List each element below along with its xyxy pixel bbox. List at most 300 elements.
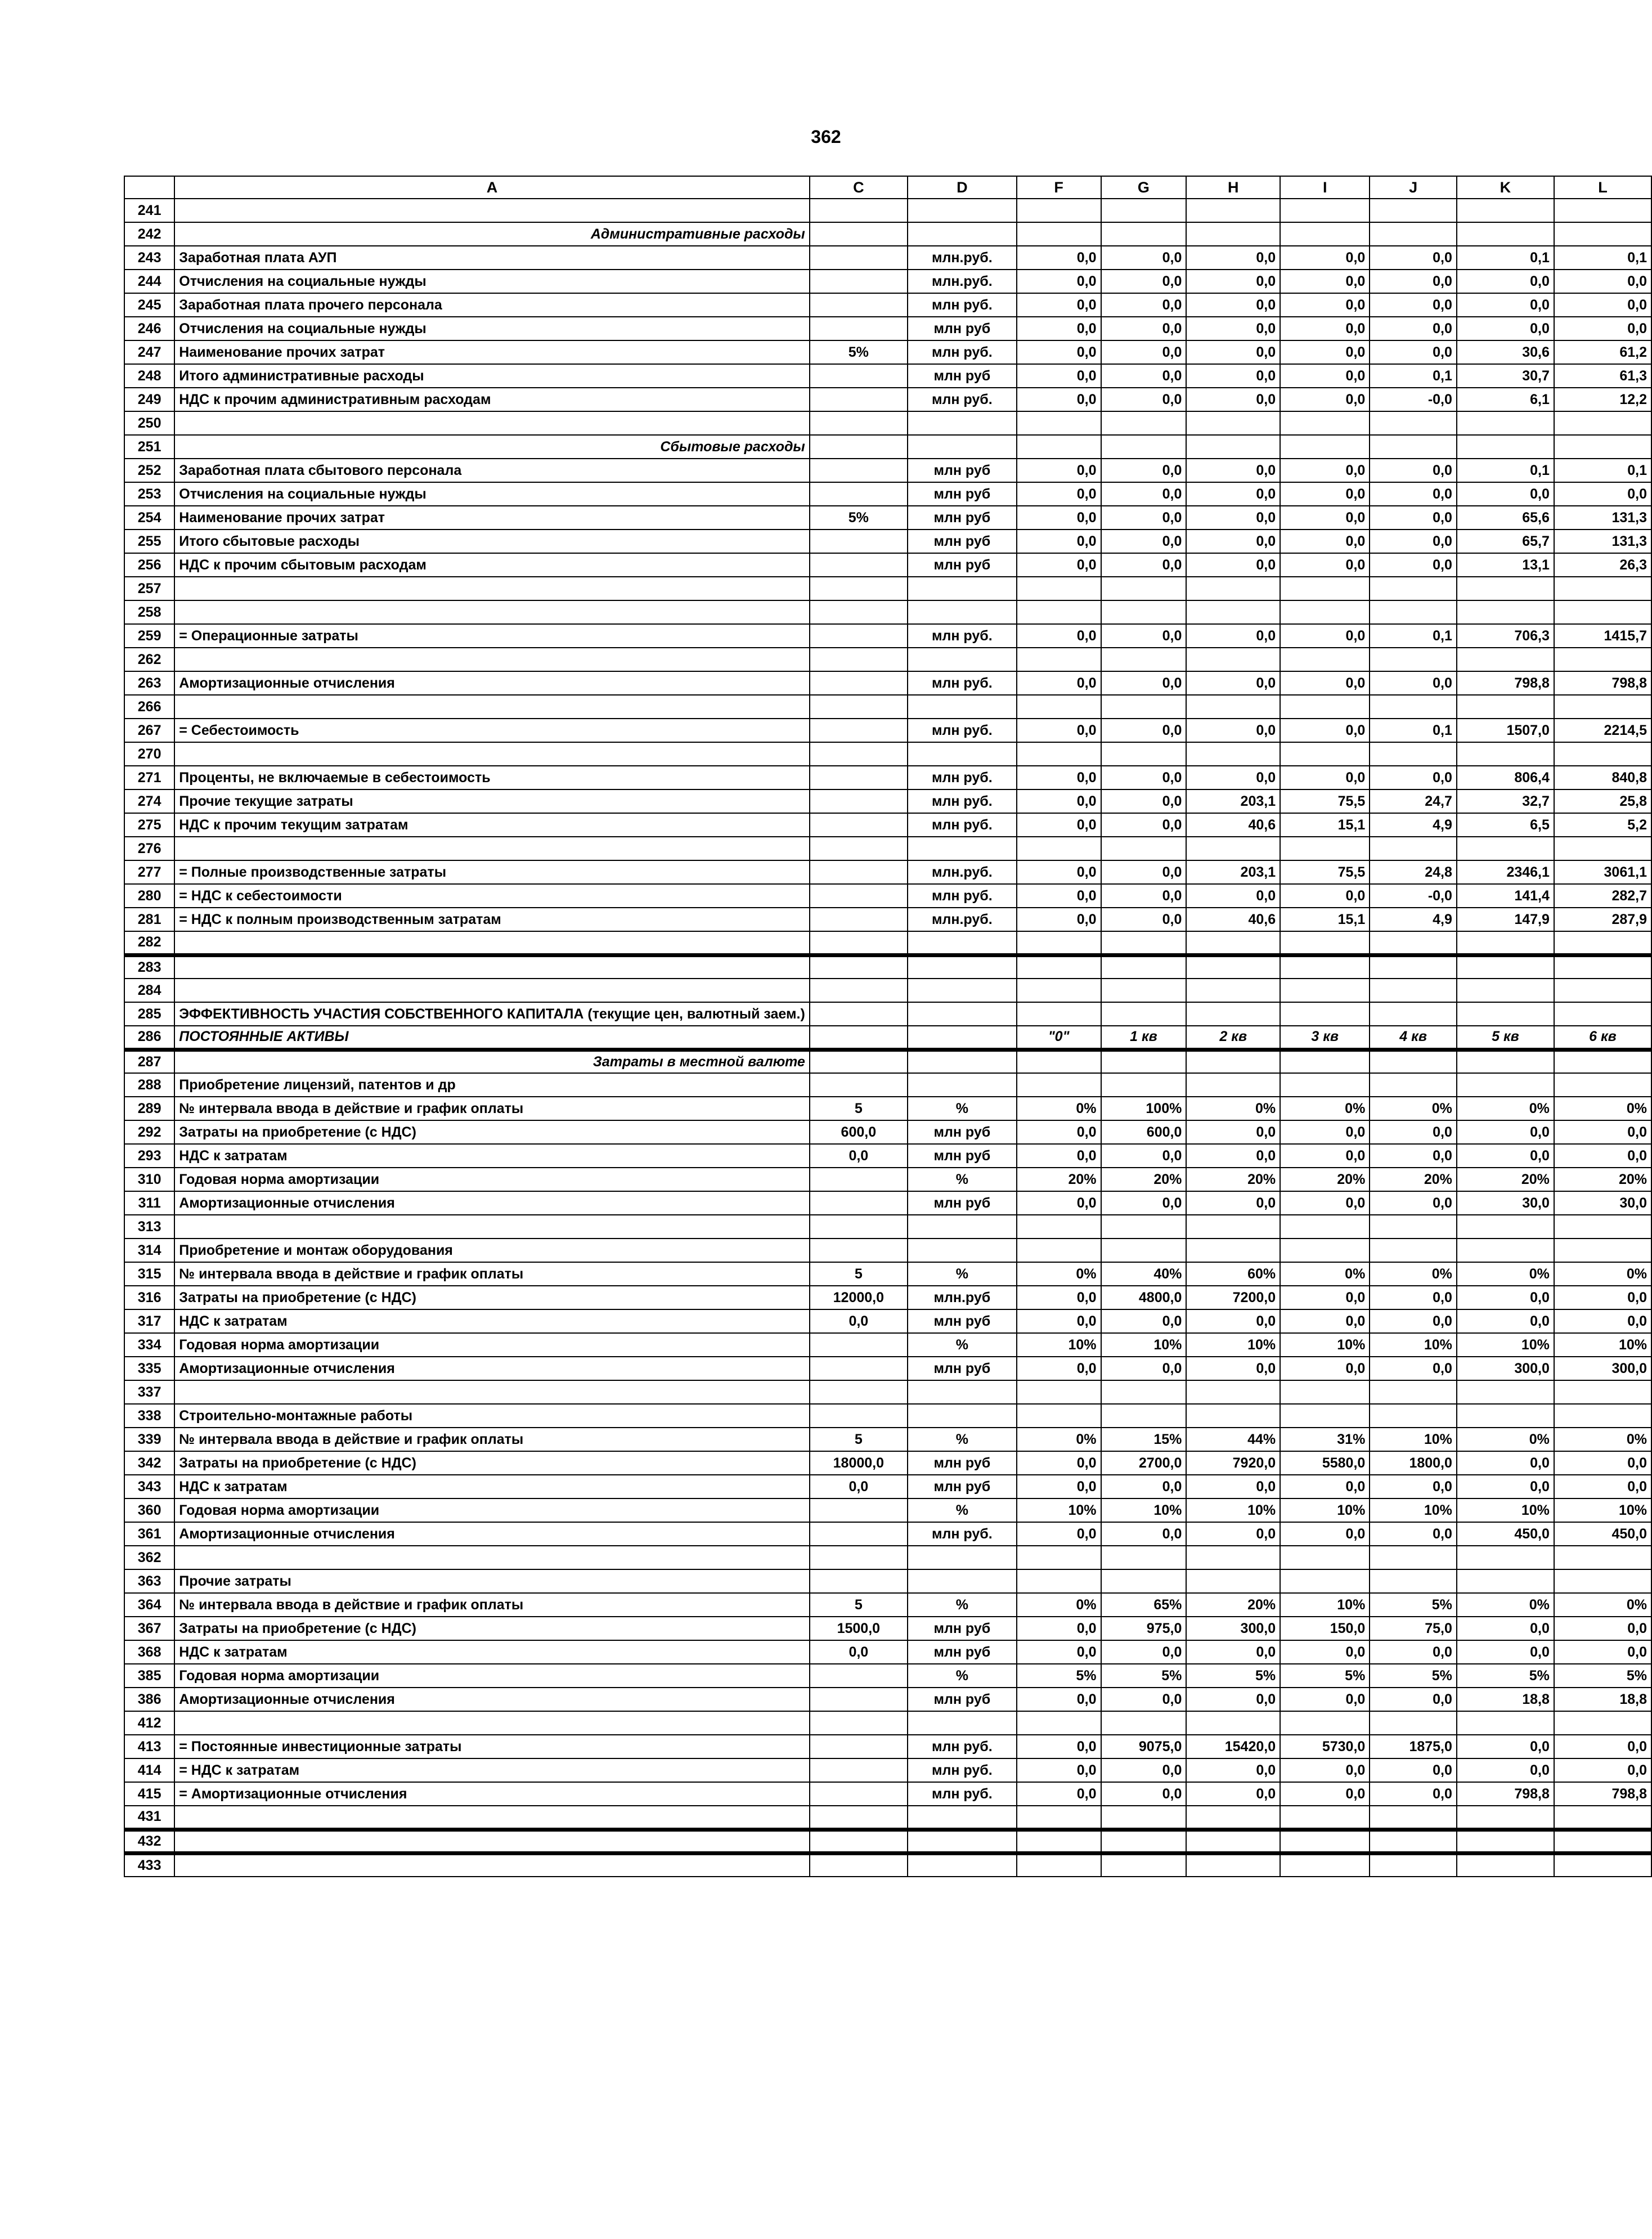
cell-value (1101, 1380, 1187, 1404)
row-label: Проценты, не включаемые в себестоимость (174, 766, 810, 789)
cell-value: 0,0 (1101, 340, 1187, 364)
cell-c: 0,0 (810, 1144, 908, 1168)
cell-value: 0,0 (1186, 340, 1280, 364)
cell-value: 0,0 (1101, 813, 1187, 837)
cell-value (1280, 742, 1370, 766)
cell-value: 0,0 (1101, 624, 1187, 648)
cell-value: 0,0 (1101, 246, 1187, 270)
row-number: 285 (124, 1002, 174, 1026)
row-number: 431 (124, 1806, 174, 1829)
cell-value (1186, 837, 1280, 860)
cell-value (1370, 742, 1457, 766)
row-number: 317 (124, 1309, 174, 1333)
cell-c (810, 884, 908, 908)
cell-value: 0,0 (1017, 813, 1101, 837)
cell-value: 0,0 (1101, 364, 1187, 388)
cell-c (810, 411, 908, 435)
cell-value (1457, 577, 1554, 600)
cell-value: 0,0 (1280, 766, 1370, 789)
row-number: 253 (124, 482, 174, 506)
cell-value: 0,0 (1280, 317, 1370, 340)
cell-value: 0,0 (1554, 482, 1651, 506)
cell-value (1370, 1380, 1457, 1404)
cell-value: 0,0 (1101, 1309, 1187, 1333)
row-label: Годовая норма амортизации (174, 1664, 810, 1688)
row-number: 247 (124, 340, 174, 364)
table-row (124, 270, 1651, 293)
cell-value: 0,0 (1017, 317, 1101, 340)
cell-value: 0,0 (1186, 1522, 1280, 1546)
row-number: 249 (124, 388, 174, 411)
cell-value: 0,0 (1101, 1357, 1187, 1380)
table-row (124, 1191, 1651, 1215)
row-number: 289 (124, 1097, 174, 1120)
column-header-row (124, 176, 1651, 199)
table-row (124, 459, 1651, 482)
cell-value: 13,1 (1457, 553, 1554, 577)
table-row (124, 1239, 1651, 1262)
cell-c (810, 908, 908, 931)
cell-unit: млн руб (908, 317, 1017, 340)
row-label: Прочие текущие затраты (174, 789, 810, 813)
cell-value: 0,0 (1554, 1286, 1651, 1309)
cell-unit (908, 1546, 1017, 1569)
cell-value (1457, 742, 1554, 766)
cell-unit: % (908, 1593, 1017, 1617)
table-row (124, 530, 1651, 553)
table-row (124, 553, 1651, 577)
row-number: 262 (124, 648, 174, 671)
cell-value: 0,0 (1370, 553, 1457, 577)
cell-value (1280, 1380, 1370, 1404)
row-number: 267 (124, 719, 174, 742)
cell-unit (908, 600, 1017, 624)
cell-c (810, 1049, 908, 1073)
cell-unit: млн руб (908, 1451, 1017, 1475)
row-label (174, 931, 810, 955)
cell-value: 450,0 (1457, 1522, 1554, 1546)
table-row (124, 1451, 1651, 1475)
cell-value (1457, 1829, 1554, 1853)
cell-value: 0,0 (1017, 1451, 1101, 1475)
cell-value: 600,0 (1101, 1120, 1187, 1144)
cell-value: 0,0 (1101, 789, 1187, 813)
cell-value (1554, 1073, 1651, 1097)
cell-c (810, 246, 908, 270)
cell-value (1101, 1239, 1187, 1262)
cell-c (810, 199, 908, 222)
cell-c: 5% (810, 506, 908, 530)
cell-value: 0,0 (1186, 388, 1280, 411)
row-label: Годовая норма амортизации (174, 1168, 810, 1191)
cell-value (1186, 1806, 1280, 1829)
table-row (124, 482, 1651, 506)
cell-value: 6,5 (1457, 813, 1554, 837)
cell-value: 0,0 (1280, 459, 1370, 482)
cell-c: 5 (810, 1593, 908, 1617)
cell-value: 0,0 (1457, 1286, 1554, 1309)
table-row (124, 1688, 1651, 1711)
cell-value (1280, 1853, 1370, 1877)
cell-value (1101, 1806, 1187, 1829)
cell-value: 4,9 (1370, 908, 1457, 931)
cell-value: 0,0 (1186, 766, 1280, 789)
table-row (124, 1144, 1651, 1168)
table-row (124, 1428, 1651, 1451)
cell-value: -0,0 (1370, 884, 1457, 908)
row-number: 367 (124, 1617, 174, 1640)
column-header: K (1457, 176, 1554, 199)
cell-value: 0% (1554, 1593, 1651, 1617)
row-number: 258 (124, 600, 174, 624)
cell-value: 0,0 (1101, 766, 1187, 789)
cell-value: 0,0 (1280, 340, 1370, 364)
cell-c (810, 789, 908, 813)
cell-c: 12000,0 (810, 1286, 908, 1309)
cell-value (1370, 1049, 1457, 1073)
cell-value: 806,4 (1457, 766, 1554, 789)
row-label: Затраты на приобретение (с НДС) (174, 1451, 810, 1475)
cell-value: 147,9 (1457, 908, 1554, 931)
cell-value: 20% (1370, 1168, 1457, 1191)
cell-value: 44% (1186, 1428, 1280, 1451)
row-number: 292 (124, 1120, 174, 1144)
cell-value (1457, 1404, 1554, 1428)
cell-value: 0,0 (1017, 1144, 1101, 1168)
cell-value (1554, 1569, 1651, 1593)
cell-unit: % (908, 1333, 1017, 1357)
cell-value: 2700,0 (1101, 1451, 1187, 1475)
cell-value: 10% (1370, 1428, 1457, 1451)
column-header: J (1370, 176, 1457, 199)
cell-value (1186, 1049, 1280, 1073)
cell-value: 0,0 (1017, 1522, 1101, 1546)
row-label: ПОСТОЯННЫЕ АКТИВЫ (174, 1026, 810, 1049)
table-row (124, 435, 1651, 459)
row-label: Наименование прочих затрат (174, 340, 810, 364)
cell-value: 0,0 (1101, 482, 1187, 506)
cell-value: 0,0 (1457, 270, 1554, 293)
cell-value (1101, 199, 1187, 222)
cell-value (1280, 411, 1370, 435)
cell-c (810, 1002, 908, 1026)
cell-c (810, 1380, 908, 1404)
cell-value: 0,0 (1280, 530, 1370, 553)
cell-value (1101, 742, 1187, 766)
cell-unit: млн руб (908, 506, 1017, 530)
row-number: 263 (124, 671, 174, 695)
table-row (124, 1120, 1651, 1144)
cell-c (810, 1404, 908, 1428)
cell-unit: млн руб. (908, 884, 1017, 908)
cell-value (1186, 1853, 1280, 1877)
cell-value (1101, 1829, 1187, 1853)
cell-value (1554, 600, 1651, 624)
cell-value: 0,0 (1186, 317, 1280, 340)
cell-value: 0,0 (1554, 1758, 1651, 1782)
cell-value (1017, 1853, 1101, 1877)
cell-value (1370, 695, 1457, 719)
cell-c: 18000,0 (810, 1451, 908, 1475)
cell-value: 4 кв (1370, 1026, 1457, 1049)
table-row (124, 222, 1651, 246)
table-row (124, 1664, 1651, 1688)
row-number: 316 (124, 1286, 174, 1309)
cell-unit: млн руб. (908, 1758, 1017, 1782)
table-row (124, 364, 1651, 388)
row-label: ЭФФЕКТИВНОСТЬ УЧАСТИЯ СОБСТВЕННОГО КАПИТАЛА (текущие цен, валютный заем.) (174, 1002, 810, 1026)
cell-value: 0,0 (1370, 482, 1457, 506)
cell-value: 0,0 (1457, 1475, 1554, 1498)
cell-value (1186, 1380, 1280, 1404)
cell-value: 0,0 (1017, 388, 1101, 411)
cell-value (1280, 1049, 1370, 1073)
cell-value: 0,0 (1017, 482, 1101, 506)
cell-value: 0,0 (1280, 1475, 1370, 1498)
cell-unit: % (908, 1498, 1017, 1522)
cell-value: 15420,0 (1186, 1735, 1280, 1758)
cell-c (810, 1546, 908, 1569)
row-number: 259 (124, 624, 174, 648)
cell-value: 0,0 (1186, 1144, 1280, 1168)
cell-value: 0% (1186, 1097, 1280, 1120)
cell-value: 0,0 (1101, 270, 1187, 293)
cell-value: 3 кв (1280, 1026, 1370, 1049)
cell-value: 0,0 (1457, 293, 1554, 317)
cell-value (1370, 1239, 1457, 1262)
cell-unit: % (908, 1262, 1017, 1286)
cell-unit: млн.руб. (908, 270, 1017, 293)
cell-value (1370, 648, 1457, 671)
cell-value (1280, 1239, 1370, 1262)
table-row (124, 1002, 1651, 1026)
cell-value (1370, 1711, 1457, 1735)
cell-unit (908, 435, 1017, 459)
cell-value: 10% (1370, 1333, 1457, 1357)
cell-value (1370, 955, 1457, 979)
table-row (124, 955, 1651, 979)
row-number: 315 (124, 1262, 174, 1286)
row-number: 244 (124, 270, 174, 293)
cell-value: 0,0 (1280, 1120, 1370, 1144)
cell-value: 0,0 (1186, 624, 1280, 648)
row-number: 342 (124, 1451, 174, 1475)
cell-value: 0,0 (1017, 908, 1101, 931)
cell-value: 0,0 (1101, 553, 1187, 577)
cell-value (1280, 1073, 1370, 1097)
cell-value (1554, 742, 1651, 766)
cell-value: 0,0 (1280, 1357, 1370, 1380)
row-label (174, 955, 810, 979)
row-number: 433 (124, 1853, 174, 1877)
cell-value: 0,0 (1186, 364, 1280, 388)
cell-value: 75,0 (1370, 1617, 1457, 1640)
cell-value (1457, 1239, 1554, 1262)
cell-value: 30,0 (1457, 1191, 1554, 1215)
row-number: 245 (124, 293, 174, 317)
cell-value (1017, 1829, 1101, 1853)
cell-value: 0,0 (1280, 671, 1370, 695)
cell-value: 0% (1017, 1262, 1101, 1286)
cell-value (1186, 1404, 1280, 1428)
cell-c (810, 979, 908, 1002)
cell-value: 1800,0 (1370, 1451, 1457, 1475)
cell-value (1457, 931, 1554, 955)
cell-value: 0,0 (1186, 671, 1280, 695)
cell-value: 65,7 (1457, 530, 1554, 553)
cell-value (1554, 931, 1651, 955)
cell-unit: млн руб. (908, 624, 1017, 648)
cell-unit: млн.руб. (908, 246, 1017, 270)
cell-value (1370, 435, 1457, 459)
row-label (174, 648, 810, 671)
cell-c (810, 648, 908, 671)
cell-unit (908, 1404, 1017, 1428)
cell-value: 0,0 (1280, 1144, 1370, 1168)
cell-value (1017, 955, 1101, 979)
row-label: Административные расходы (174, 222, 810, 246)
cell-value: 0,0 (1017, 789, 1101, 813)
cell-value (1280, 435, 1370, 459)
cell-value: 0,0 (1017, 884, 1101, 908)
cell-value: 75,5 (1280, 789, 1370, 813)
row-number: 241 (124, 199, 174, 222)
column-header: D (908, 176, 1017, 199)
cell-value (1186, 1073, 1280, 1097)
cell-c: 0,0 (810, 1309, 908, 1333)
table-row (124, 837, 1651, 860)
cell-value: 706,3 (1457, 624, 1554, 648)
cell-c (810, 1806, 908, 1829)
table-row (124, 1404, 1651, 1428)
cell-value (1186, 648, 1280, 671)
table-row (124, 766, 1651, 789)
cell-c (810, 860, 908, 884)
cell-value: 0,0 (1554, 1735, 1651, 1758)
row-label: НДС к затратам (174, 1475, 810, 1498)
cell-value (1457, 979, 1554, 1002)
cell-value (1280, 199, 1370, 222)
cell-unit (908, 695, 1017, 719)
cell-value (1554, 1404, 1651, 1428)
row-label: Приобретение лицензий, патентов и др (174, 1073, 810, 1097)
cell-value (1370, 222, 1457, 246)
cell-value (1101, 931, 1187, 955)
table-row (124, 1475, 1651, 1498)
cell-value: 0,0 (1457, 1617, 1554, 1640)
cell-value (1554, 837, 1651, 860)
row-label: № интервала ввода в действие и график оплаты (174, 1097, 810, 1120)
cell-value: 0,0 (1186, 530, 1280, 553)
cell-value: 20% (1017, 1168, 1101, 1191)
cell-value: 0% (1370, 1262, 1457, 1286)
cell-value: 5% (1101, 1664, 1187, 1688)
row-label (174, 1380, 810, 1404)
row-number: 287 (124, 1049, 174, 1073)
cell-value (1280, 648, 1370, 671)
cell-value: 0,0 (1554, 1640, 1651, 1664)
cell-value: 15,1 (1280, 813, 1370, 837)
cell-value: 840,8 (1554, 766, 1651, 789)
row-label: Амортизационные отчисления (174, 1191, 810, 1215)
cell-unit: млн руб (908, 1120, 1017, 1144)
cell-value: 0,0 (1017, 766, 1101, 789)
cell-value (1554, 411, 1651, 435)
cell-value (1457, 837, 1554, 860)
cell-value: 0,0 (1370, 671, 1457, 695)
row-label: НДС к прочим административным расходам (174, 388, 810, 411)
cell-value (1554, 1002, 1651, 1026)
cell-value: 20% (1101, 1168, 1187, 1191)
cell-value: 25,8 (1554, 789, 1651, 813)
cell-c (810, 1522, 908, 1546)
cell-value (1101, 1853, 1187, 1877)
cell-unit (908, 1073, 1017, 1097)
cell-value: 6 кв (1554, 1026, 1651, 1049)
cell-value: 15,1 (1280, 908, 1370, 931)
cell-value (1370, 577, 1457, 600)
row-label (174, 979, 810, 1002)
cell-value: 5% (1186, 1664, 1280, 1688)
cell-value: 0,0 (1101, 1640, 1187, 1664)
row-label (174, 1711, 810, 1735)
cell-value (1280, 1711, 1370, 1735)
row-label: НДС к прочим сбытовым расходам (174, 553, 810, 577)
cell-c: 0,0 (810, 1640, 908, 1664)
cell-unit: млн руб. (908, 1735, 1017, 1758)
cell-value: 0,0 (1554, 317, 1651, 340)
cell-value: 1415,7 (1554, 624, 1651, 648)
row-number: 339 (124, 1428, 174, 1451)
row-number: 361 (124, 1522, 174, 1546)
cell-value: 0,0 (1101, 1144, 1187, 1168)
cell-value: 0,0 (1186, 1782, 1280, 1806)
cell-unit (908, 1239, 1017, 1262)
cell-unit (908, 199, 1017, 222)
cell-value (1186, 222, 1280, 246)
cell-value (1101, 1215, 1187, 1239)
cell-c (810, 1829, 908, 1853)
cell-unit: млн руб (908, 553, 1017, 577)
cell-value: 40,6 (1186, 908, 1280, 931)
table-row (124, 884, 1651, 908)
cell-c (810, 364, 908, 388)
row-label: Затраты на приобретение (с НДС) (174, 1617, 810, 1640)
cell-c (810, 482, 908, 506)
cell-value: 0,0 (1554, 1617, 1651, 1640)
table-row (124, 199, 1651, 222)
cell-value (1017, 1239, 1101, 1262)
cell-value: 0,0 (1457, 1758, 1554, 1782)
cell-value: 0,0 (1370, 1286, 1457, 1309)
cell-value: 100% (1101, 1097, 1187, 1120)
cell-value: 0,0 (1017, 624, 1101, 648)
cell-value: 4,9 (1370, 813, 1457, 837)
cell-unit: млн руб. (908, 671, 1017, 695)
row-label: Заработная плата прочего персонала (174, 293, 810, 317)
cell-value: 10% (1186, 1333, 1280, 1357)
cell-value: 0,0 (1017, 1735, 1101, 1758)
row-label: = Амортизационные отчисления (174, 1782, 810, 1806)
cell-value: 0% (1017, 1428, 1101, 1451)
cell-value: 0,0 (1017, 530, 1101, 553)
row-label (174, 742, 810, 766)
cell-value (1101, 435, 1187, 459)
cell-value: 0,0 (1186, 553, 1280, 577)
cell-c (810, 459, 908, 482)
cell-value: 0,0 (1554, 1309, 1651, 1333)
row-number: 314 (124, 1239, 174, 1262)
